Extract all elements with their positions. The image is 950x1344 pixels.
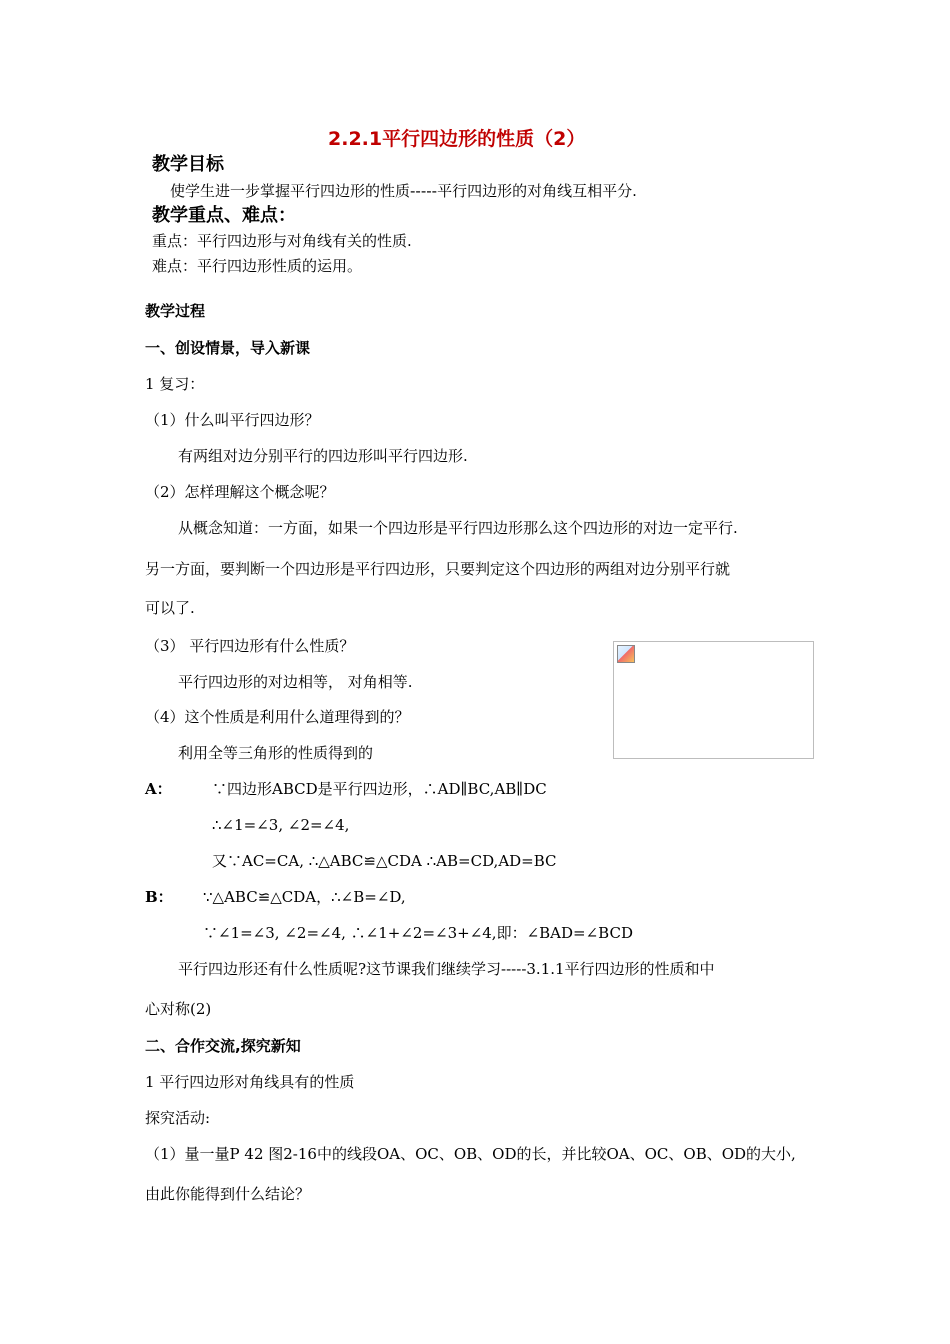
answer-1: 有两组对边分别平行的四边形叫平行四边形.	[178, 447, 468, 465]
page-title: 2.2.1平行四边形的性质（2）	[328, 128, 586, 150]
goal-heading: 教学目标	[152, 154, 224, 175]
goal-text: 使学生进一步掌握平行四边形的性质-----平行四边形的对角线互相平分.	[170, 182, 637, 200]
broken-image-icon	[617, 645, 635, 663]
proof-a-line-1: ∵四边形ABCD是平行四边形，∴AD∥BC,AB∥DC	[212, 780, 547, 798]
proof-a-line-2: ∴∠1=∠3, ∠2=∠4,	[212, 816, 350, 834]
answer-4: 利用全等三角形的性质得到的	[178, 744, 374, 762]
figure-placeholder	[613, 641, 814, 759]
question-1: （1）什么叫平行四边形？	[145, 411, 320, 429]
answer-3: 平行四边形的对边相等， 对角相等.	[178, 673, 413, 691]
proof-a-label: A：	[145, 780, 172, 798]
subsection-1: 1 平行四边形对角线具有的性质	[145, 1073, 355, 1091]
transition-line-2: 心对称(2)	[145, 1000, 212, 1018]
key-heading: 教学重点、难点：	[152, 205, 296, 226]
proof-b-label: B：	[145, 888, 173, 906]
question-3: （3） 平行四边形有什么性质？	[145, 637, 355, 655]
question-4: （4）这个性质是利用什么道理得到的？	[145, 708, 410, 726]
explore-label: 探究活动:	[145, 1109, 211, 1127]
review-label: 1 复习：	[145, 375, 205, 393]
key-nandian: 难点：平行四边形性质的运用。	[152, 257, 363, 275]
explore-line-2: 由此你能得到什么结论？	[145, 1185, 311, 1203]
proof-a-line-3: 又∵AC=CA, ∴△ABC≌△CDA ∴AB=CD,AD=BC	[212, 852, 557, 870]
section-2-heading: 二、合作交流,探究新知	[145, 1037, 301, 1055]
transition-line-1: 平行四边形还有什么性质呢?这节课我们继续学习-----3.1.1平行四边形的性质和中	[178, 960, 715, 978]
answer-2-line-3: 可以了.	[145, 599, 195, 617]
proof-b-line-2: ∵∠1=∠3, ∠2=∠4, ∴∠1+∠2=∠3+∠4,即：∠BAD=∠BCD	[203, 924, 633, 942]
proof-b-line-1: ∵△ABC≌△CDA，∴∠B=∠D,	[203, 888, 406, 906]
answer-2-line-1: 从概念知道：一方面，如果一个四边形是平行四边形那么这个四边形的对边一定平行.	[178, 519, 738, 537]
process-heading: 教学过程	[145, 302, 206, 320]
key-zhongdian: 重点：平行四边形与对角线有关的性质.	[152, 232, 412, 250]
question-2: （2）怎样理解这个概念呢？	[145, 483, 335, 501]
section-1-heading: 一、创设情景，导入新课	[145, 339, 311, 357]
answer-2-line-2: 另一方面，要判断一个四边形是平行四边形，只要判定这个四边形的两组对边分别平行就	[145, 560, 731, 578]
explore-line-1: （1）量一量P 42 图2-16中的线段OA、OC、OB、OD的长，并比较OA、OC、OB、OD的大小,	[145, 1145, 796, 1163]
